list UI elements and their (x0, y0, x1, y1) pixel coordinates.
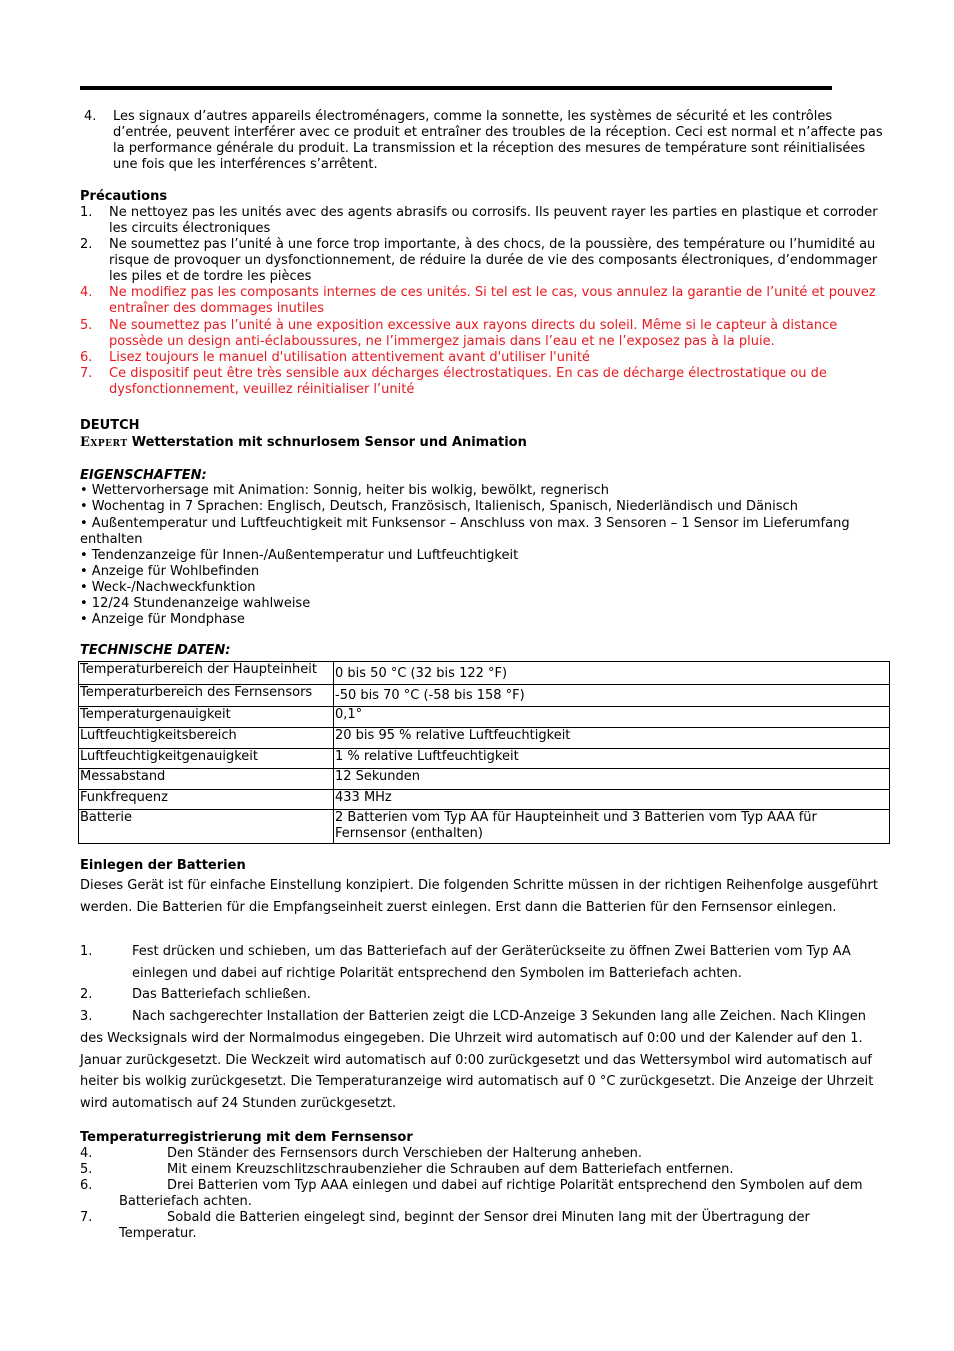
step-text: Den Ständer des Fernsensors durch Verschieben der Halterung anheben. (167, 1146, 643, 1161)
spec-value: 433 MHz (334, 790, 890, 810)
step-text: Das Batteriefach schließen. (132, 987, 311, 1002)
spec-value: 2 Batterien vom Typ AA für Haupteinheit und 3 Batterien vom Typ AAA für Fernsensor (enthalten) (334, 810, 890, 844)
battery-step (80, 984, 890, 1006)
step-text: Drei Batterien vom Typ AAA einlegen und dabei auf richtige Polarität entsprechend den Symbolen auf dem Batteriefach achten. (119, 1178, 863, 1209)
spec-value: 0 bis 50 °C (32 bis 122 °F) (334, 662, 890, 685)
precaution-item-warning: 6. Lisez toujours le manuel d'utilisation attentivement avant d'utiliser l'unité (80, 350, 590, 365)
remote-step (80, 1178, 890, 1210)
header-rule (80, 86, 832, 90)
table-row (79, 728, 890, 749)
step-number: 5. (80, 1162, 93, 1177)
table-row (79, 707, 890, 728)
spec-label: Luftfeuchtigkeitsbereich (79, 728, 334, 749)
spec-label: Messabstand (79, 769, 334, 790)
spec-label: Funkfrequenz (79, 790, 334, 810)
step-number: 3. (80, 1009, 93, 1024)
spec-label: Batterie (79, 810, 334, 844)
product-title-text: Wetterstation mit schnurlosem Sensor und Animation (131, 435, 527, 450)
table-row (79, 769, 890, 790)
feature-item: • Außentemperatur und Luftfeuchtigkeit mit Funksensor – Anschluss von max. 3 Sensoren – 1 Sensor im Lieferumfang enthalten (80, 516, 850, 547)
step-text: Mit einem Kreuzschlitzschraubenzieher die Schrauben auf dem Batteriefach entfernen. (167, 1162, 734, 1177)
precaution-item-warning: 7. Ce dispositif peut être très sensible aux décharges électrostatiques. En cas de décharge électrostatique ou de dysfonctionnement, veuillez réinitialiser l’unité (80, 366, 827, 397)
table-row (79, 662, 890, 685)
step-number: 2. (80, 987, 93, 1002)
features-heading: EIGENSCHAFTEN: (80, 468, 207, 483)
spec-label: Luftfeuchtigkeitgenauigkeit (79, 749, 334, 769)
feature-item: • Weck-/Nachweckfunktion (80, 580, 256, 595)
feature-item: • 12/24 Stundenanzeige wahlweise (80, 596, 311, 611)
precaution-item-warning: 5. Ne soumettez pas l’unité à une exposition excessive aux rayons directs du soleil. Même si le capteur à distance possède un design anti-éclaboussures, ne l’immergez jamais dans l’eau et ne l’exposez pas à la pluie. (80, 318, 838, 349)
table-row (79, 790, 890, 810)
precaution-item: 1. Ne nettoyez pas les unités avec des agents abrasifs ou corrosifs. Ils peuvent rayer les parties en plastique et corroder les circuits électroniques (80, 205, 878, 236)
remote-step (80, 1210, 890, 1242)
table-row (79, 749, 890, 769)
remote-step (80, 1146, 890, 1162)
precaution-item: 2. Ne soumettez pas l’unité à une force trop importante, à des chocs, de la poussière, des température ou l’humidité au risque de provoquer un dysfonctionnement, de réduire la durée de vie des composants électroniques, d’endommager les piles et de tordre les pièces (80, 237, 878, 284)
interference-note (84, 109, 890, 173)
step-number: 7. (80, 1210, 93, 1225)
step-text: Sobald die Batterien eingelegt sind, beginnt der Sensor drei Minuten lang mit der Übertragung der Temperatur. (119, 1210, 810, 1241)
list-number: 4. (84, 109, 97, 124)
brand-logo: Expert (80, 435, 128, 450)
battery-step (80, 1006, 890, 1115)
precaution-item-warning: 4. Ne modifiez pas les composants internes de ces unités. Si tel est le cas, vous annulez la garantie de l’unité et pouvez entraîner des dommages inutiles (80, 285, 876, 316)
spec-value: -50 bis 70 °C (-58 bis 158 °F) (334, 685, 890, 707)
spec-value: 1 % relative Luftfeuchtigkeit (334, 749, 890, 769)
remote-step (80, 1162, 890, 1178)
spec-value: 20 bis 95 % relative Luftfeuchtigkeit (334, 728, 890, 749)
precautions-heading: Précautions (80, 189, 168, 204)
spec-value: 12 Sekunden (334, 769, 890, 790)
spec-label: Temperaturbereich der Haupteinheit (79, 662, 334, 685)
product-title (80, 435, 890, 451)
remote-sensor-heading: Temperaturregistrierung mit dem Fernsensor (80, 1130, 413, 1145)
table-row (79, 810, 890, 844)
step-text: Fest drücken und schieben, um das Batteriefach auf der Geräterückseite zu öffnen Zwei Batterien vom Typ AA einlegen und dabei auf richtige Polarität entsprechend den Symbolen im Batteriefach achten. (132, 944, 851, 981)
batteries-heading: Einlegen der Batterien (80, 858, 246, 873)
feature-item: • Wochentag in 7 Sprachen: Englisch, Deutsch, Französisch, Italienisch, Spanisch, Niederländisch und Dänisch (80, 499, 798, 514)
language-heading: DEUTCH (80, 418, 140, 433)
step-number: 4. (80, 1146, 93, 1161)
spec-label: Temperaturbereich des Fernsensors (79, 685, 334, 707)
step-number: 6. (80, 1178, 93, 1193)
feature-item: • Tendenzanzeige für Innen-/Außentemperatur und Luftfeuchtigkeit (80, 548, 519, 563)
list-text: Les signaux d’autres appareils électroménagers, comme la sonnette, les systèmes de sécurité et les contrôles d’entrée, peuvent interférer avec ce produit et entraîner des troubles de la réception. Ceci est normal et n’affecte pas la performance générale du produit. La transmission et la réception des mesures de température sont réinitialisées une fois que les interférences s’arrêtent. (113, 109, 883, 172)
tech-data-heading: TECHNISCHE DATEN: (80, 643, 231, 658)
spec-label: Temperaturgenauigkeit (79, 707, 334, 728)
feature-item: • Wettervorhersage mit Animation: Sonnig, heiter bis wolkig, bewölkt, regnerisch (80, 483, 610, 498)
battery-step (80, 941, 890, 985)
step-number: 1. (80, 944, 93, 959)
tech-data-table (78, 661, 890, 844)
feature-item: • Anzeige für Mondphase (80, 612, 245, 627)
step-text: Nach sachgerechter Installation der Batterien zeigt die LCD-Anzeige 3 Sekunden lang alle Zeichen. Nach Klingen des Wecksignals wird der Normalmodus eingegeben. Die Uhrzeit wird automatisch auf 0:00 und der Kalender auf den 1. Januar zurückgesetzt. Die Weckzeit wird automatisch auf 0:00 zurückgesetzt und das Wettersymbol wird automatisch auf heiter bis wolkig zurückgesetzt. Die Temperaturanzeige wird automatisch auf 0 °C zurückgesetzt. Die Anzeige der Uhrzeit wird automatisch auf 24 Stunden zurückgesetzt. (80, 1009, 874, 1112)
feature-item: • Anzeige für Wohlbefinden (80, 564, 260, 579)
spec-value: 0,1° (334, 707, 890, 728)
table-row (79, 685, 890, 707)
batteries-intro: Dieses Gerät ist für einfache Einstellung konzipiert. Die folgenden Schritte müssen in der richtigen Reihenfolge ausgeführt werden. Die Batterien für die Empfangseinheit zuerst einlegen. Erst dann die Batterien für den Fernsensor einlegen. (80, 878, 878, 915)
